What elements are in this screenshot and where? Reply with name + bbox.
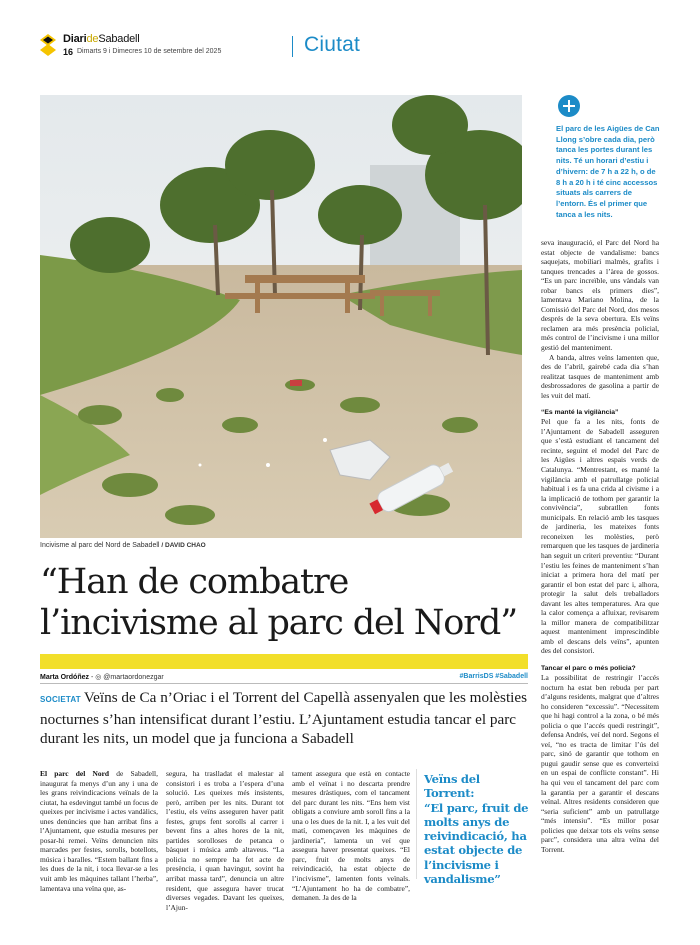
headline — [40, 562, 530, 644]
author-handle: - ◎ @martaordonezgar — [89, 674, 164, 681]
info-box: El parc de les Aigües de Can Llong s’obre cada dia, però tanca les portes durant les nits. Té un horari d’estiu i d’hivern: de 7 h a 22 h, o de 8 h a 20 h i té cinc accessos situats als carrers de l’entorn. És el primer que tanca a les nits. — [556, 124, 660, 219]
body-column-4 — [541, 238, 659, 854]
photo-credit: / DAVID CHAO — [161, 542, 206, 549]
body-column-1: El parc del Nord de Sabadell, inaugurat fa menys d’un any i una de les grans reivindicacions veïnals de la ciutat, ha esdevingut també un focus de queixes per incivisme i actes vandàlics, unes denúncies que han arribat fins a l’Ajuntament, que estudia mesures per posar-hi remei. Veïns denuncien nits marcades per festes, sorolls, botellots, música i baralles. “Estem ballant fins a les dues de la nit, i toca llevar-se a les vuit amb les màquines tallant l’herba”, lamentava una veïna que, as- — [40, 769, 158, 893]
subheading-vigilancia: “Es manté la vigilància” — [541, 409, 619, 417]
hashtags: #BarrisDS #Sabadell — [459, 673, 528, 680]
diari-de-sabadell-logo-icon — [40, 34, 56, 56]
park-photo — [40, 95, 522, 538]
pullquote-label: Veïns del Torrent: — [424, 772, 480, 801]
pullquote-divider — [416, 769, 417, 879]
pullquote — [424, 772, 532, 886]
paragraph: seva inauguració, el Parc del Nord ha estat objecte de vandalisme: bancs saquejats, mobiliari malmès, grafits i tanques trencades a l’àrea de gossos. “Es un parc increïble, uns vàndals van robar bancs els primers dies”, lamentava Mariano Molina, de la Comissió del Parc del Nord, dos mesos després de la seva obertura. Els veïns reclamen ara més presència policial, més control de l’incivisme i una millor gestió del manteniment. — [541, 238, 659, 353]
paragraph: A banda, altres veïns lamenten que, des de l’abril, gairebé cada dia s’han realitzat tasques de manteniment amb desbrossadores de gasolina a partir de les vuit del matí. — [541, 352, 659, 400]
body-column-3: tament assegura que està en contacte amb el veïnat i no descarta prendre mesures dràstiques, com el tancament del parc durant les nits. “Ens hem vist obligats a conviure amb soroll fins a la una o les dues de la nit. I, a les vuit del matí, començaven les màquines de jardineria”, lamenta un veí que assegura haver presentat queixes. “El parc, fruit de molts anys de reivindicació, ha estat objecte de l’incivisme”, lamenten fonts veïnals. “L’Ajuntament ho ha de combatre”, demanen. Ja des de la — [292, 769, 410, 903]
lead-in: El parc del Nord — [40, 769, 110, 778]
plus-icon — [558, 95, 580, 117]
section-title: Ciutat — [304, 33, 361, 56]
standfirst-kicker: SOCIETAT — [40, 695, 81, 704]
headline-line-1: “Han de combatre — [40, 562, 349, 602]
headline-line-2: l’incivisme al parc del Nord” — [40, 603, 517, 643]
paragraph: La possibilitat de restringir l’accés nocturn ha estat ben rebuda per part d’alguns residents, malgrat que d’altres ho consideren “excessiu”. “Necessitem que hi hagi control a la zona, o bé més policia o que l’accés quedi restringit”, defensa Andrés, veí del nord. Segons el veí, “no es tracta de limitar l’ús del parc, sinó de garantir que tothom en pugui gaudir sense que es converteixi en un espai de conflicte constant”. Hi ha qui veu el tancament del parc com la garantia per a garantir el descans veïnal. Altres residents consideren que “seria suficient” amb un patrullatge “més intensiu”. “Es millor posar policies que deixar tots els veïns sense parc”, considera una altra veïna del Torrent. — [541, 672, 659, 854]
body-column-2: segura, ha traslladat el malestar al consistori i es troba a l’espera d’una solució. Les queixes més insistents, però, arriben per les nits. Durant tot l’estiu, els veïns asseguren haver patit festes, grups fent sorolls al carrer i bevent fins a altes hores de la nit, partides sorolloses de petanca o bàsquet i música amb altaveus. “La policia no sempre ha fet acte de presència, i quan havingut, sovint ha arribat massa tard”, denuncia un altre resident, que assegura haver trucat diverses vegades. Davant les queixes, l’Ajun- — [166, 769, 284, 912]
photo-caption: Incivisme al parc del Nord de Sabadell / DAVID CHAO — [40, 542, 206, 549]
subheading-tancar: Tancar el parc o més policia? — [541, 664, 636, 672]
section-divider — [292, 36, 293, 57]
park-photo-illustration — [40, 95, 522, 538]
pullquote-text: “El parc, fruit de molts anys de reivindicació, ha estat objecte de l’incivisme i vandalisme” — [424, 800, 529, 887]
divider — [40, 683, 528, 684]
page-number: 16 — [63, 47, 74, 57]
headline-accent-bar — [40, 654, 528, 669]
issue-date: Dimarts 9 i Dimecres 10 de setembre del 2025 — [77, 48, 222, 55]
brand-name: DiarideSabadell — [63, 33, 140, 45]
paragraph: Pel que fa a les nits, fonts de l’Ajuntament de Sabadell asseguren que s’està estudiant el tancament del recinte, seguint el model del Parc de les Aigües i altres espais verds de Catalunya. “Mentrestant, es manté la vigilància amb el patrullatge policial habitual i es fa una crida al civisme i a la implicació de tothom per garantir la convivència”, subratllen fonts municipals. En relació amb les tasques de jardineria, les mateixes fonts reconeixen les molèsties, però remarquen que les tasques de jardineria han seguit un criteri preventiu: “Durant l’estiu les feines de manteniment s’han iniciat a primera hora del matí per garantir el bon estat del parc i, alhora, protegir la salut dels treballadors davant les altes temperatures. Ara que la calor comença a afluixar, revisarem la millor manera de compatibilitzar aquest manteniment imprescindible amb el descans dels veïns”, apunten des del consistori. — [541, 417, 659, 656]
byline — [40, 673, 164, 681]
author-name: Marta Ordóñez — [40, 674, 90, 681]
standfirst — [40, 688, 530, 749]
standfirst-text: Veïns de Ca n’Oriac i el Torrent del Capellà assenyalen que les molèsties nocturnes s’han intensificat durant l’estiu. L’Ajuntament estudia tancar el parc durant les nits, un model que ja funciona a Sabadell — [40, 689, 528, 747]
